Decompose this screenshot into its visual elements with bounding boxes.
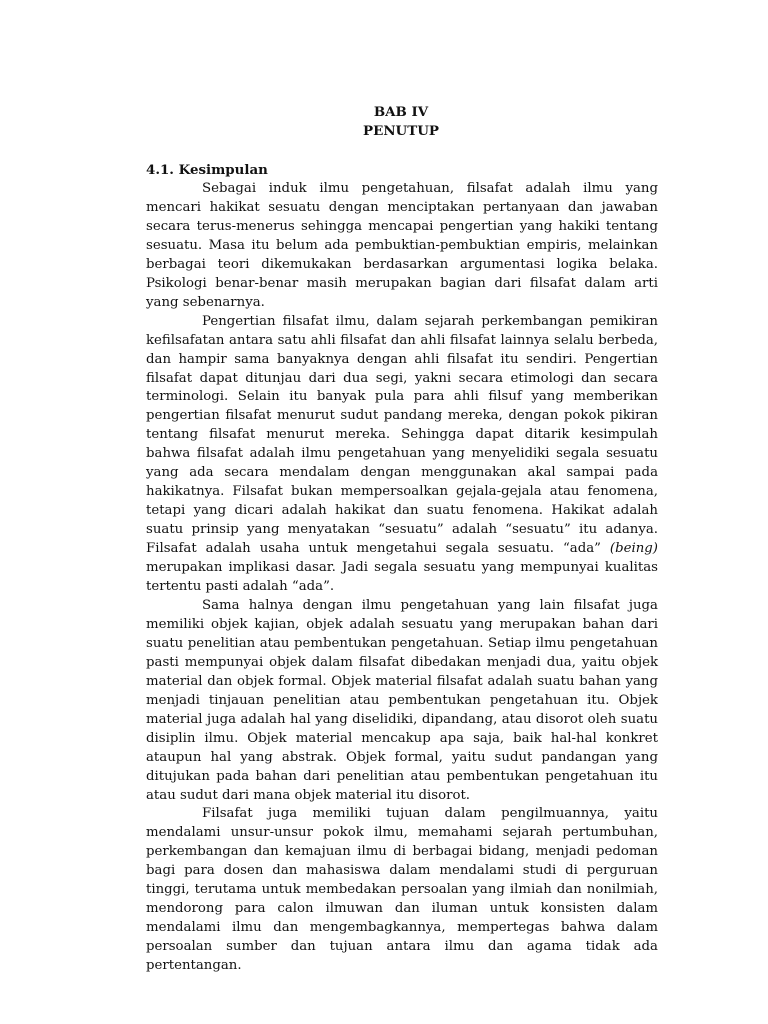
paragraph-1: Sebagai induk ilmu pengetahuan, filsafat adalah ilmu yang mencari hakikat sesuatu dengan menciptakan pertanyaan dan jawaban secara terus-menerus sehingga mencapai pengertian yang hakiki tentang sesuatu. Masa itu belum ada pembuktian-pembuktian empiris, melainkan berbagai teori dikemukakan berdasarkan argumentasi logika belaka. Psikologi benar-benar masih merupakan bagian dari filsafat dalam arti yang sebenarnya.: [146, 181, 658, 310]
paragraph-2: [146, 313, 658, 597]
body-text: [146, 180, 658, 976]
chapter-number: BAB IV: [373, 104, 429, 120]
chapter-title: PENUTUP: [363, 123, 439, 139]
paragraph-2-text-before: Pengertian filsafat ilmu, dalam sejarah perkembangan pemikiran kefilsafatan antara satu ahli filsafat dan ahli filsafat lainnya selalu berbeda, dan hampir sama banyaknya dengan ahli filsafat itu sendiri. Pengertian filsafat dapat ditunjau dari dua segi, yakni secara etimologi dan secara terminologi. Selain itu banyak pula para ahli filsuf yang memberikan pengertian filsafat menurut sudut pandang mereka, dengan pokok pikiran tentang filsafat menurut mereka. Sehingga dapat ditarik kesimpulah bahwa filsafat adalah ilmu pengetahuan yang menyelidiki segala sesuatu yang ada secara mendalam dengan menggunakan akal sampai pada hakikatnya. Filsafat bukan mempersoalkan gejala-gejala atau fenomena, tetapi yang dicari adalah hakikat dan suatu fenomena. Hakikat adalah suatu prinsip yang menyatakan “sesuatu” adalah “sesuatu” itu adanya. Filsafat adalah usaha untuk mengetahui segala sesuatu. “ada”: [146, 313, 658, 557]
paragraph-2-italic-term: (being): [609, 541, 658, 557]
chapter-heading: [0, 103, 768, 141]
paragraph-3: Sama halnya dengan ilmu pengetahuan yang lain filsafat juga memiliki objek kajian, objek adalah sesuatu yang merupakan bahan dari suatu penelitian atau pembentukan pengetahuan. Setiap ilmu pengetahuan pasti mempunyai objek dalam filsafat dibedakan menjadi dua, yaitu objek material dan objek formal. Objek material filsafat adalah suatu bahan yang menjadi tinjauan penelitian atau pembentukan pengetahuan itu. Objek material juga adalah hal yang diselidiki, dipandang, atau disorot oleh suatu disiplin ilmu. Objek material mencakup apa saja, baik hal-hal konkret ataupun hal yang abstrak. Objek formal, yaitu sudut pandangan yang ditujukan pada bahan dari penelitian atau pembentukan pengetahuan itu atau sudut dari mana objek material itu disorot.: [146, 597, 658, 803]
section-heading: 4.1. Kesimpulan: [146, 162, 268, 178]
paragraph-4: Filsafat juga memiliki tujuan dalam pengilmuannya, yaitu mendalami unsur-unsur pokok ilmu, memahami sejarah pertumbuhan, perkembangan dan kemajuan ilmu di berbagai bidang, menjadi pedoman bagi para dosen dan mahasiswa dalam mendalami studi di perguruan tinggi, terutama untuk membedakan persoalan yang ilmiah dan nonilmiah, mendorong para calon ilmuwan dan iluman untuk konsisten dalam mendalami ilmu dan mengembagkannya, mempertegas bahwa dalam persoalan sumber dan tujuan antara ilmu dan agama tidak ada pertentangan.: [146, 806, 658, 974]
paragraph-2-text-after: merupakan implikasi dasar. Jadi segala sesuatu yang mempunyai kualitas tertentu pasti adalah “ada”.: [146, 560, 658, 595]
